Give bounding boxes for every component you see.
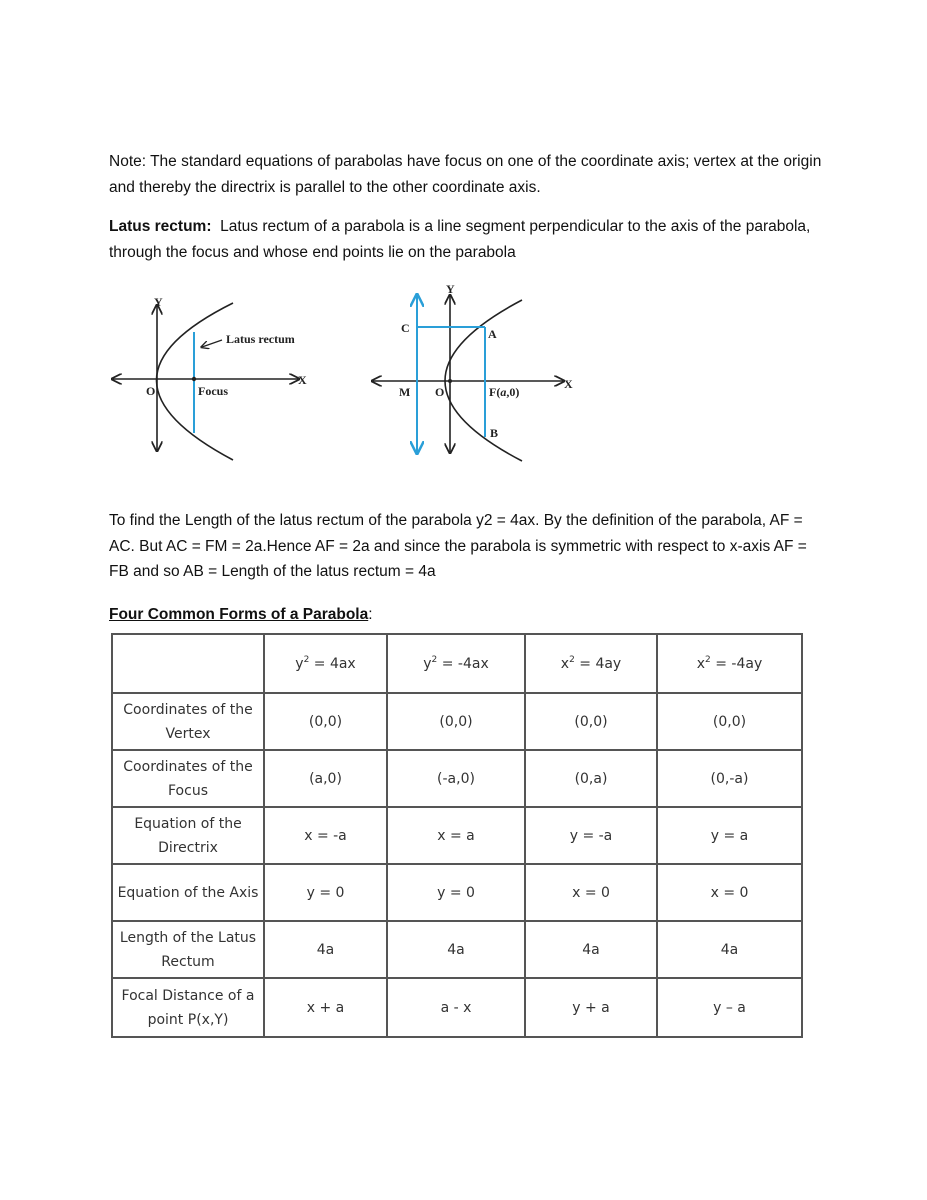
table-cell: (0,0) [525, 693, 657, 750]
row-header: Coordinates of the Vertex [112, 693, 264, 750]
row-header: Length of the Latus Rectum [112, 921, 264, 978]
table-cell: (0,0) [387, 693, 525, 750]
focus-point [192, 377, 196, 381]
x-axis-label: X [298, 373, 307, 387]
table-cell: y = a [657, 807, 802, 864]
forms-heading [109, 602, 829, 628]
table-cell: 4a [264, 921, 387, 978]
table-cell: 4a [525, 921, 657, 978]
row-header: Equation of the Directrix [112, 807, 264, 864]
column-header: $y^2 = -4ax$ [387, 634, 525, 693]
table-cell: x + a [264, 978, 387, 1037]
row-header: Focal Distance of a point P(x,Y) [112, 978, 264, 1037]
latus-rectum-figure [105, 282, 315, 467]
column-header: $x^2 = -4ay$ [657, 634, 802, 693]
table-row [112, 693, 802, 750]
explanation-paragraph: To find the Length of the latus rectum of the parabola y2 = 4ax. By the definition of the parabola, AF = AC. But AC = FM = 2a.Hence AF = 2a and since the parabola is symmetric with respect to x-axis AF = FB and so AB = Length of the latus rectum = 4a [109, 512, 807, 580]
x-axis-label: X [564, 377, 573, 391]
origin-point [448, 379, 452, 383]
table-row [112, 978, 802, 1037]
table-cell: x = -a [264, 807, 387, 864]
table-row [112, 921, 802, 978]
focus-label: F(a,0) [489, 385, 520, 399]
table-cell: (0,a) [525, 750, 657, 807]
column-header: $x^2 = 4ay$ [525, 634, 657, 693]
table-cell: y = 0 [387, 864, 525, 921]
latus-rectum-term: Latus rectum: [109, 218, 212, 235]
table-cell: 4a [387, 921, 525, 978]
origin-label: O [435, 385, 445, 399]
c-label: C [401, 321, 410, 335]
table-cell: x = 0 [657, 864, 802, 921]
a-label: A [488, 327, 497, 341]
row-header: Coordinates of the Focus [112, 750, 264, 807]
focus-label: Focus [198, 384, 228, 398]
table-header-row [112, 634, 802, 693]
table-cell: (0,0) [657, 693, 802, 750]
table-cell: 4a [657, 921, 802, 978]
forms-heading-text: Four Common Forms of a Parabola [109, 606, 369, 623]
y-axis-label: Y [154, 295, 163, 309]
latus-label: Latus rectum [226, 332, 295, 346]
forms-heading-colon: : [368, 606, 373, 623]
table-cell: (0,0) [264, 693, 387, 750]
table-row [112, 864, 802, 921]
parabola-forms-table [111, 633, 803, 1038]
table-cell: (-a,0) [387, 750, 525, 807]
row-header: Equation of the Axis [112, 864, 264, 921]
latus-derivation-figure [360, 280, 590, 470]
table-corner-cell [112, 634, 264, 693]
table-cell: a - x [387, 978, 525, 1037]
m-label: M [399, 385, 411, 399]
table-cell: y + a [525, 978, 657, 1037]
latus-rectum-paragraph [109, 214, 829, 265]
note-paragraph: Note: The standard equations of parabolas have focus on one of the coordinate axis; vertex at the origin and thereby the directrix is parallel to the other coordinate axis. [109, 153, 822, 196]
b-label: B [490, 426, 499, 440]
table-cell: y = -a [525, 807, 657, 864]
table-row [112, 750, 802, 807]
table-cell: x = 0 [525, 864, 657, 921]
table-row [112, 807, 802, 864]
table-cell: y = 0 [264, 864, 387, 921]
origin-label: O [146, 384, 156, 398]
table-cell: y – a [657, 978, 802, 1037]
latus-pointer [202, 340, 222, 347]
table-cell: (0,-a) [657, 750, 802, 807]
y-axis-label: Y [446, 282, 455, 296]
column-header: $y^2 = 4ax$ [264, 634, 387, 693]
table-cell: x = a [387, 807, 525, 864]
latus-rectum-definition: Latus rectum of a parabola is a line segment perpendicular to the axis of the parabola, through the focus and whose end points lie on the parabola [109, 218, 811, 261]
table-cell: (a,0) [264, 750, 387, 807]
